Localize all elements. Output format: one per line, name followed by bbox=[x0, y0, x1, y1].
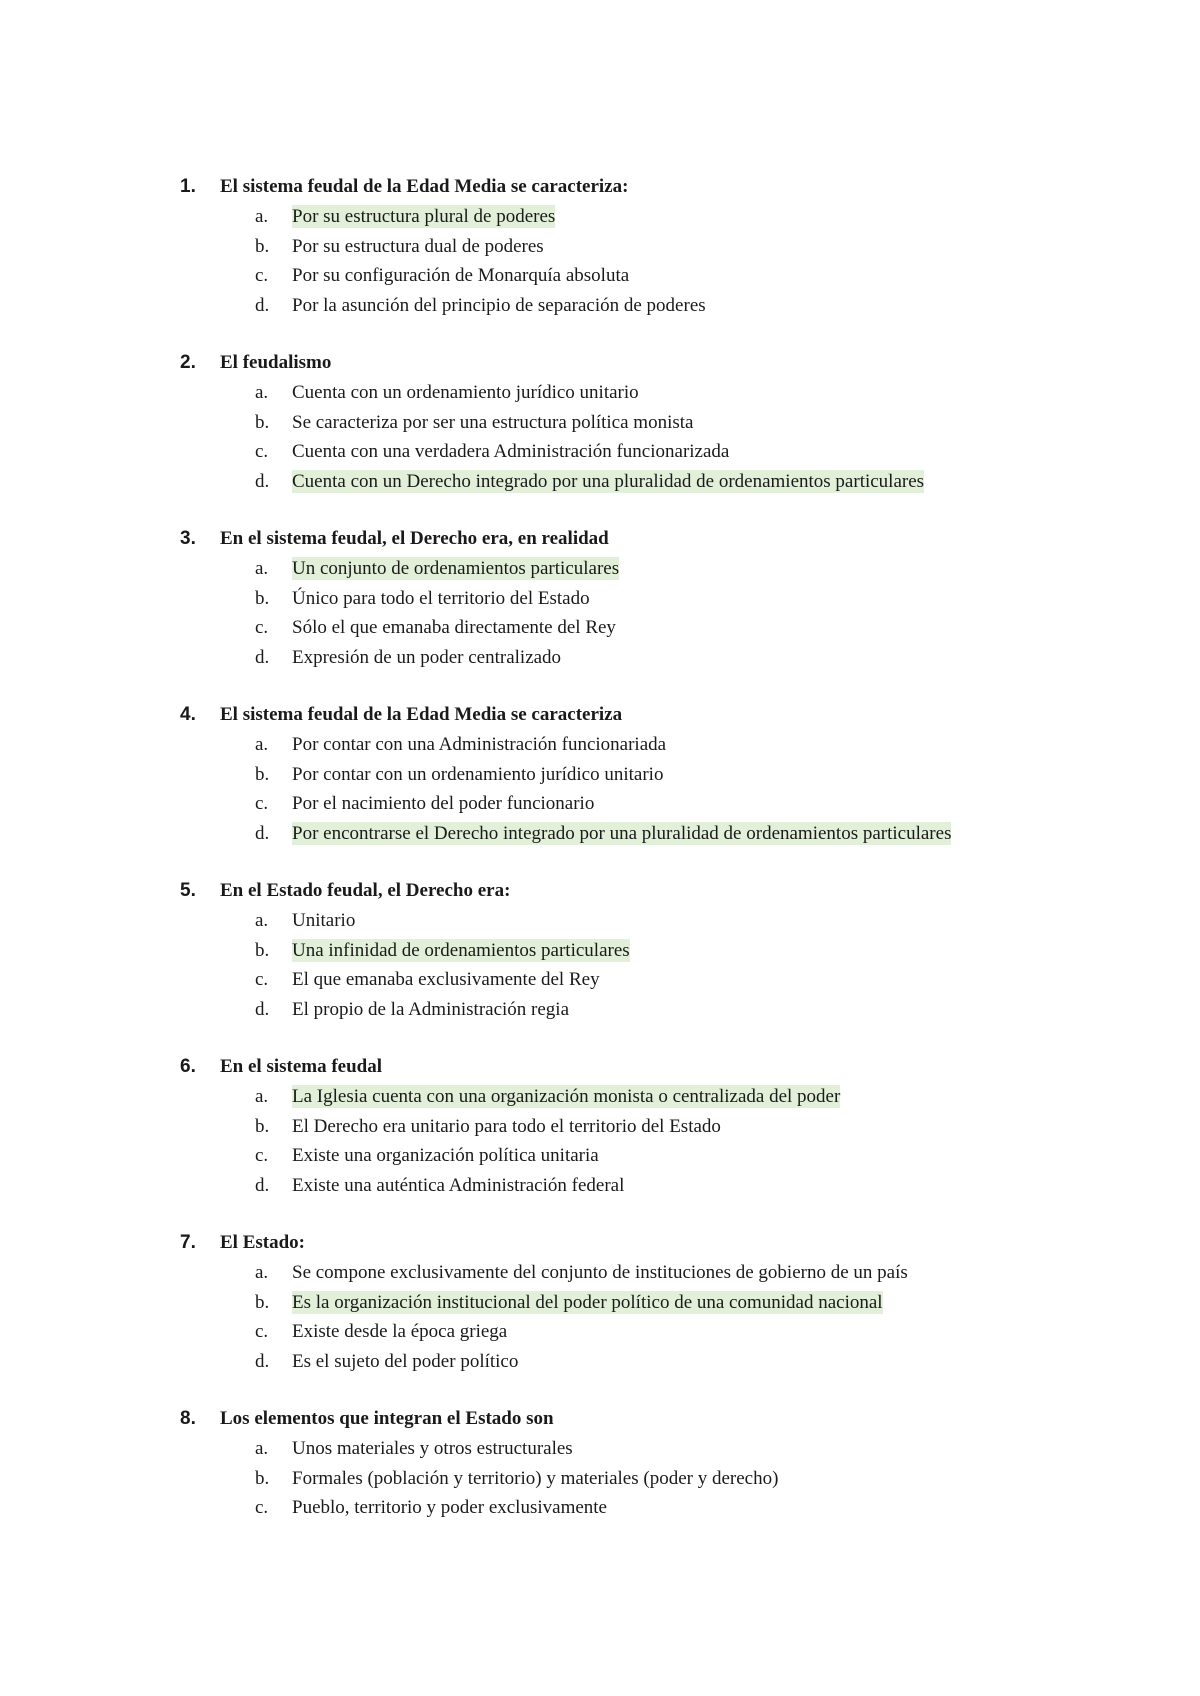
option-text-wrapper bbox=[292, 467, 1058, 497]
question-heading bbox=[180, 700, 1060, 730]
option-letter: c. bbox=[255, 793, 269, 814]
option-text-wrapper bbox=[292, 730, 1058, 760]
question-text: El feudalismo bbox=[220, 352, 332, 373]
question-number: 1. bbox=[180, 176, 196, 197]
option-text: Unitario bbox=[292, 910, 356, 931]
option-text-wrapper bbox=[292, 1082, 1058, 1112]
question-number: 2. bbox=[180, 352, 196, 373]
option-text-wrapper bbox=[292, 1464, 1058, 1494]
option-text: Por contar con un ordenamiento jurídico unitario bbox=[292, 763, 664, 785]
answer-option bbox=[180, 1493, 1060, 1523]
question-text: En el Estado feudal, el Derecho era: bbox=[220, 880, 511, 901]
option-letter: c. bbox=[255, 265, 269, 286]
answer-option bbox=[180, 906, 1060, 936]
answer-option bbox=[180, 789, 1060, 819]
answer-option-correct bbox=[180, 467, 1060, 497]
question-2 bbox=[180, 348, 1060, 496]
question-text: El Estado: bbox=[220, 1232, 305, 1253]
answer-options bbox=[180, 1258, 1060, 1376]
option-text: El propio de la Administración regia bbox=[292, 998, 570, 1020]
option-letter: b. bbox=[255, 1467, 270, 1489]
option-letter: b. bbox=[255, 939, 270, 961]
option-text-wrapper bbox=[292, 613, 1058, 643]
option-letter: c. bbox=[255, 617, 269, 638]
option-letter: a. bbox=[255, 1086, 269, 1107]
answer-option bbox=[180, 643, 1060, 673]
question-number: 7. bbox=[180, 1232, 196, 1253]
option-letter: a. bbox=[255, 1438, 269, 1459]
option-letter: c. bbox=[255, 1145, 269, 1166]
highlighted-answer-text: Por encontrarse el Derecho integrado por una pluralidad de ordenamientos particulares bbox=[292, 822, 952, 844]
question-number: 6. bbox=[180, 1056, 196, 1077]
option-text: Existe desde la época griega bbox=[292, 1321, 508, 1342]
option-text: Pueblo, territorio y poder exclusivamente bbox=[292, 1497, 607, 1518]
question-heading bbox=[180, 172, 1060, 202]
answer-option-correct bbox=[180, 202, 1060, 232]
option-text-wrapper bbox=[292, 1434, 1058, 1464]
question-heading bbox=[180, 1228, 1060, 1258]
answer-option bbox=[180, 232, 1060, 262]
answer-option bbox=[180, 408, 1060, 438]
option-text: Por contar con una Administración funcionariada bbox=[292, 734, 667, 755]
option-text: Se compone exclusivamente del conjunto de instituciones de gobierno de un país bbox=[292, 1262, 908, 1283]
answer-option-correct bbox=[180, 554, 1060, 584]
answer-option bbox=[180, 261, 1060, 291]
option-text: Unos materiales y otros estructurales bbox=[292, 1438, 573, 1459]
option-letter: b. bbox=[255, 235, 270, 257]
option-letter: d. bbox=[255, 998, 270, 1020]
answer-options bbox=[180, 378, 1060, 496]
option-letter: a. bbox=[255, 558, 269, 579]
highlighted-answer-text: Cuenta con un Derecho integrado por una pluralidad de ordenamientos particulares bbox=[292, 470, 925, 492]
option-letter: a. bbox=[255, 1262, 269, 1283]
question-text: Los elementos que integran el Estado son bbox=[220, 1408, 554, 1429]
option-text-wrapper bbox=[292, 202, 1058, 232]
option-text-wrapper bbox=[292, 1347, 1058, 1377]
question-4 bbox=[180, 700, 1060, 848]
answer-option bbox=[180, 965, 1060, 995]
question-number: 3. bbox=[180, 528, 196, 549]
option-text: Existe una organización política unitaria bbox=[292, 1145, 599, 1166]
question-6 bbox=[180, 1052, 1060, 1200]
option-text: Cuenta con una verdadera Administración funcionarizada bbox=[292, 441, 730, 462]
answer-option bbox=[180, 613, 1060, 643]
option-text-wrapper bbox=[292, 1317, 1058, 1347]
question-8 bbox=[180, 1404, 1060, 1523]
option-letter: d. bbox=[255, 294, 270, 316]
option-letter: b. bbox=[255, 587, 270, 609]
option-letter: c. bbox=[255, 1321, 269, 1342]
option-letter: b. bbox=[255, 1291, 270, 1313]
answer-option bbox=[180, 1317, 1060, 1347]
answer-option bbox=[180, 1141, 1060, 1171]
question-5 bbox=[180, 876, 1060, 1024]
option-letter: d. bbox=[255, 1350, 270, 1372]
option-letter: c. bbox=[255, 441, 269, 462]
option-text: Es el sujeto del poder político bbox=[292, 1350, 519, 1372]
option-text-wrapper bbox=[292, 789, 1058, 819]
question-heading bbox=[180, 1404, 1060, 1434]
question-text: El sistema feudal de la Edad Media se caracteriza: bbox=[220, 176, 629, 197]
question-heading bbox=[180, 348, 1060, 378]
answer-option bbox=[180, 730, 1060, 760]
option-text-wrapper bbox=[292, 291, 1058, 321]
option-letter: d. bbox=[255, 1174, 270, 1196]
option-text-wrapper bbox=[292, 437, 1058, 467]
option-text: Se caracteriza por ser una estructura política monista bbox=[292, 411, 694, 433]
option-letter: a. bbox=[255, 734, 269, 755]
answer-options bbox=[180, 202, 1060, 320]
option-letter: b. bbox=[255, 763, 270, 785]
option-letter: d. bbox=[255, 646, 270, 668]
option-letter: c. bbox=[255, 969, 269, 990]
answer-options bbox=[180, 906, 1060, 1024]
option-text: Formales (población y territorio) y materiales (poder y derecho) bbox=[292, 1467, 779, 1489]
highlighted-answer-text: Por su estructura plural de poderes bbox=[292, 206, 556, 227]
option-text-wrapper bbox=[292, 995, 1058, 1025]
option-text-wrapper bbox=[292, 643, 1058, 673]
question-3 bbox=[180, 524, 1060, 672]
answer-option-correct bbox=[180, 1288, 1060, 1318]
option-letter: b. bbox=[255, 1115, 270, 1137]
answer-option-correct bbox=[180, 936, 1060, 966]
question-text: El sistema feudal de la Edad Media se caracteriza bbox=[220, 704, 623, 725]
highlighted-answer-text: La Iglesia cuenta con una organización monista o centralizada del poder bbox=[292, 1086, 841, 1107]
option-text-wrapper bbox=[292, 760, 1058, 790]
answer-option bbox=[180, 1464, 1060, 1494]
answer-option bbox=[180, 584, 1060, 614]
option-text: Por la asunción del principio de separación de poderes bbox=[292, 294, 706, 316]
option-text: Sólo el que emanaba directamente del Rey bbox=[292, 617, 616, 638]
option-text: El Derecho era unitario para todo el territorio del Estado bbox=[292, 1115, 721, 1137]
question-7 bbox=[180, 1228, 1060, 1376]
question-heading bbox=[180, 524, 1060, 554]
answer-option bbox=[180, 1112, 1060, 1142]
answer-option bbox=[180, 1347, 1060, 1377]
question-text: En el sistema feudal bbox=[220, 1056, 383, 1077]
answer-option bbox=[180, 1258, 1060, 1288]
answer-option bbox=[180, 437, 1060, 467]
option-text: Por su estructura dual de poderes bbox=[292, 235, 544, 257]
option-text-wrapper bbox=[292, 1493, 1058, 1523]
option-letter: d. bbox=[255, 822, 270, 844]
option-text-wrapper bbox=[292, 1171, 1058, 1201]
option-letter: d. bbox=[255, 470, 270, 492]
option-letter: b. bbox=[255, 411, 270, 433]
question-list bbox=[180, 172, 1060, 1551]
option-text-wrapper bbox=[292, 232, 1058, 262]
option-text-wrapper bbox=[292, 965, 1058, 995]
question-heading bbox=[180, 1052, 1060, 1082]
option-text-wrapper bbox=[292, 261, 1058, 291]
answer-option bbox=[180, 378, 1060, 408]
question-number: 5. bbox=[180, 880, 196, 901]
option-text-wrapper bbox=[292, 554, 1058, 584]
answer-options bbox=[180, 1434, 1060, 1523]
highlighted-answer-text: Una infinidad de ordenamientos particulares bbox=[292, 939, 630, 961]
option-text: Por su configuración de Monarquía absoluta bbox=[292, 265, 630, 286]
option-letter: a. bbox=[255, 910, 269, 931]
option-text-wrapper bbox=[292, 1288, 1058, 1318]
option-text-wrapper bbox=[292, 819, 1058, 849]
option-text-wrapper bbox=[292, 936, 1058, 966]
answer-option bbox=[180, 995, 1060, 1025]
option-text-wrapper bbox=[292, 378, 1058, 408]
question-number: 8. bbox=[180, 1408, 196, 1429]
answer-option-correct bbox=[180, 819, 1060, 849]
answer-option bbox=[180, 1434, 1060, 1464]
option-letter: c. bbox=[255, 1497, 269, 1518]
option-text-wrapper bbox=[292, 408, 1058, 438]
option-text: Cuenta con un ordenamiento jurídico unitario bbox=[292, 382, 639, 403]
question-text: En el sistema feudal, el Derecho era, en realidad bbox=[220, 528, 609, 549]
option-text: Existe una auténtica Administración federal bbox=[292, 1174, 625, 1196]
answer-option bbox=[180, 291, 1060, 321]
option-text: Expresión de un poder centralizado bbox=[292, 646, 562, 668]
question-number: 4. bbox=[180, 704, 196, 725]
option-letter: a. bbox=[255, 206, 269, 227]
question-1 bbox=[180, 172, 1060, 320]
option-text-wrapper bbox=[292, 584, 1058, 614]
option-text-wrapper bbox=[292, 1141, 1058, 1171]
question-heading bbox=[180, 876, 1060, 906]
answer-options bbox=[180, 730, 1060, 848]
answer-option-correct bbox=[180, 1082, 1060, 1112]
answer-option bbox=[180, 1171, 1060, 1201]
option-text-wrapper bbox=[292, 1258, 1058, 1288]
highlighted-answer-text: Un conjunto de ordenamientos particulares bbox=[292, 558, 620, 579]
answer-option bbox=[180, 760, 1060, 790]
option-text-wrapper bbox=[292, 1112, 1058, 1142]
option-text: Único para todo el territorio del Estado bbox=[292, 587, 590, 609]
option-text: Por el nacimiento del poder funcionario bbox=[292, 793, 595, 814]
option-letter: a. bbox=[255, 382, 269, 403]
answer-options bbox=[180, 554, 1060, 672]
highlighted-answer-text: Es la organización institucional del poder político de una comunidad nacional bbox=[292, 1291, 883, 1313]
answer-options bbox=[180, 1082, 1060, 1200]
option-text-wrapper bbox=[292, 906, 1058, 936]
option-text: El que emanaba exclusivamente del Rey bbox=[292, 969, 600, 990]
